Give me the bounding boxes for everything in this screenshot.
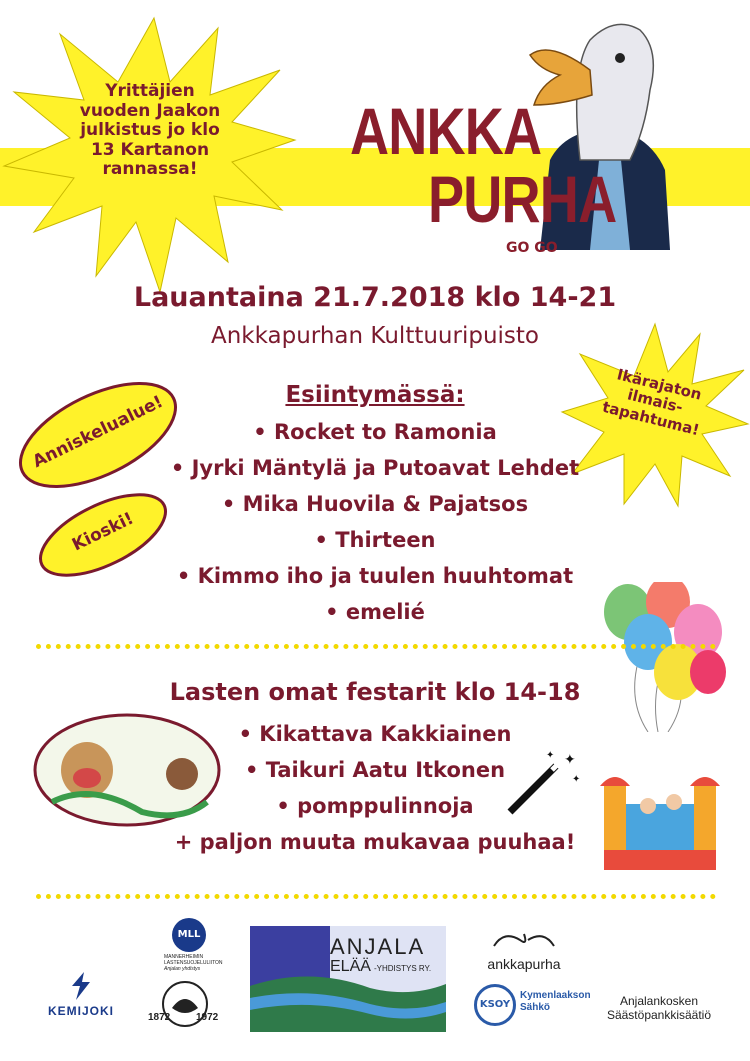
sponsor-mll — [164, 918, 260, 972]
badge-anniskelualue-text: Anniskelualue! — [29, 391, 167, 473]
performer-item: • Jyrki Mäntylä ja Putoavat Lehdet — [170, 456, 580, 480]
mll-line3: Anjalan yhdistys — [164, 966, 201, 972]
seal-year-left: 1872 — [148, 1012, 171, 1023]
sponsor-kemijoki — [40, 972, 122, 1030]
seal-year-right: 1972 — [196, 1012, 219, 1023]
ksoy-name2: Sähkö — [520, 1002, 551, 1013]
svg-text:✦: ✦ — [564, 752, 576, 768]
sponsor-kymin-seal — [148, 978, 222, 1032]
performer-item: • emelié — [325, 600, 425, 624]
logo-purha-text: PURHA — [428, 162, 617, 236]
anjala-line2: ELÄÄ — [330, 958, 371, 975]
sponsor-saastopankkisaatio — [594, 994, 724, 1022]
event-date: Lauantaina 21.7.2018 klo 14-21 — [133, 282, 617, 313]
dotted-divider — [36, 894, 716, 899]
ankkapurha-text: ankkapurha — [487, 956, 561, 972]
svg-text:✦: ✦ — [546, 750, 555, 761]
badge-kioski-text: Kioski! — [69, 508, 137, 556]
sponsor-ankkapurha — [474, 926, 574, 972]
anjala-suffix: -YHDISTYS RY. — [374, 964, 432, 973]
performer-item: • Kimmo iho ja tuulen huuhtomat — [176, 564, 574, 588]
anjala-line1: ANJALA — [330, 934, 426, 959]
seal-icon — [148, 978, 222, 1032]
performer-item: • Mika Huovila & Pajatsos — [221, 492, 529, 516]
ksoy-logo-icon: KSOY — [474, 984, 516, 1026]
sponsor-anjala-elaa — [250, 926, 446, 1032]
mll-line1: MANNERHEIMIN — [164, 954, 204, 960]
kids-item: • pomppulinnoja — [276, 794, 474, 818]
kemijoki-text: KEMIJOKI — [47, 1004, 114, 1018]
logo-ankka-text: ANKKA — [350, 94, 542, 168]
starburst-announcement — [0, 0, 300, 300]
performer-item: • Rocket to Ramonia — [253, 420, 497, 444]
ankkapurha-logo-icon — [484, 926, 564, 952]
balloons-illustration — [598, 582, 728, 732]
kemijoki-logo-icon — [66, 972, 96, 1000]
ksoy-name1: Kymenlaakson — [520, 990, 591, 1001]
mll-logo-icon: MLL — [172, 918, 206, 952]
starburst-text: Yrittäjien vuoden Jaakon julkistus jo klo 13 Kartanon rannassa! — [79, 81, 221, 180]
performer-item: • Thirteen — [314, 528, 436, 552]
kids-section-title: Lasten omat festarit klo 14-18 — [169, 678, 581, 706]
dotted-divider — [36, 644, 716, 649]
logo-tagline: GO GO — [506, 240, 558, 256]
saastopankki-line1: Anjalankosken — [619, 994, 699, 1008]
event-venue: Ankkapurhan Kulttuuripuisto — [210, 323, 539, 349]
starburst-free-event-text: Ikärajaton ilmais-tapahtuma! — [600, 365, 704, 439]
sponsor-kymenlaakson-sahko — [474, 984, 590, 1028]
kids-item: • Taikuri Aatu Itkonen — [244, 758, 506, 782]
svg-text:✦: ✦ — [572, 774, 581, 785]
kids-item: • Kikattava Kakkiainen — [238, 722, 512, 746]
magic-wand-icon — [502, 748, 586, 818]
saastopankki-line2: Säästöpankkisäätiö — [606, 1008, 712, 1022]
mll-line2: LASTENSUOJELULIITON — [164, 960, 223, 966]
bouncy-castle-illustration — [598, 764, 722, 874]
kids-item: + paljon muuta mukavaa puuhaa! — [174, 830, 576, 854]
performers-title: Esiintymässä: — [285, 382, 465, 408]
